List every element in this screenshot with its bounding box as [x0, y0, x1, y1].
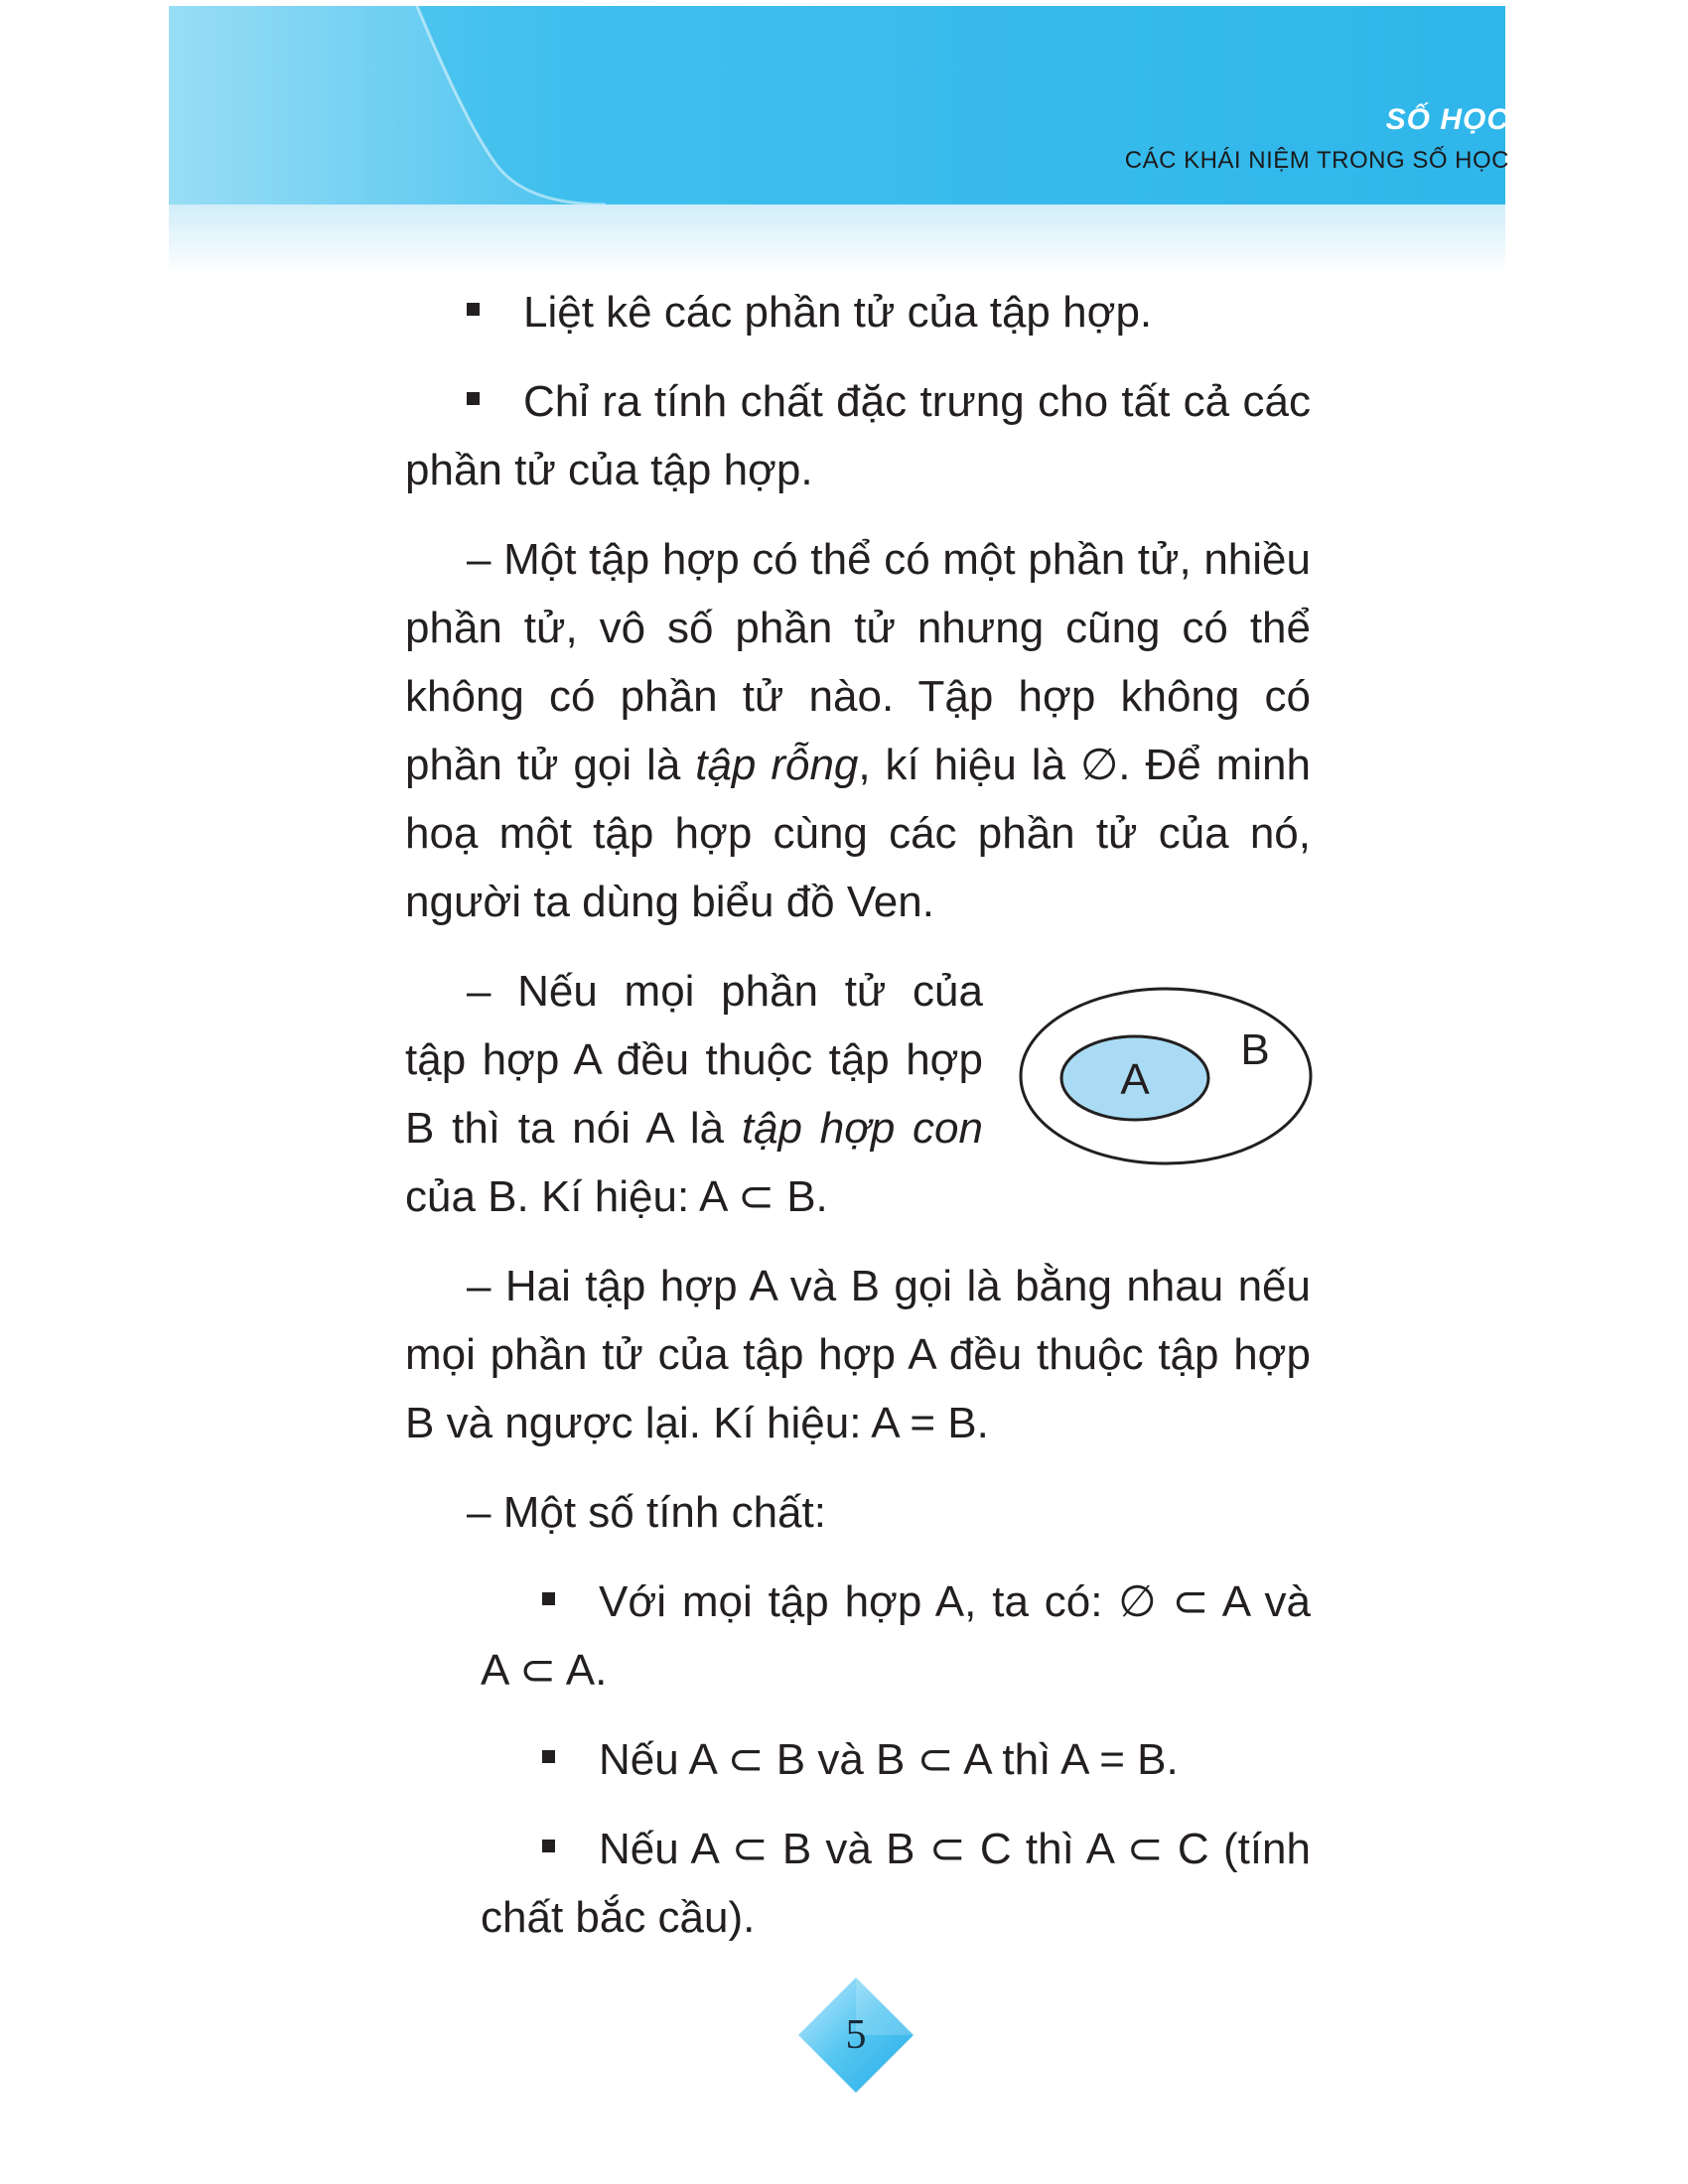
paragraph-empty-set: – Một tập hợp có thể có một phần tử, nhiều phần tử, vô số phần tử nhưng cũng có thể không có phần tử nào. Tập hợp không có phần tử gọi là tập rỗng, kí hiệu là ∅. Để minh hoạ một tập hợp cùng các phần tử của nó, người ta dùng biểu đồ Ven.: [405, 535, 1311, 926]
square-bullet-icon: [467, 392, 480, 405]
header-subtitle: CÁC KHÁI NIỆM TRONG SỐ HỌC: [1124, 147, 1509, 174]
bullet-item: Chỉ ra tính chất đặc trưng cho tất cả các phần tử của tập hợp.: [405, 377, 1311, 494]
paragraph-properties: – Một số tính chất:: [467, 1488, 826, 1537]
square-bullet-icon: [467, 303, 480, 316]
page-number-badge: [794, 1974, 917, 2097]
banner-shadow: [169, 205, 1505, 274]
venn-outer-label: B: [1240, 1025, 1270, 1074]
page-number: 5: [845, 2012, 867, 2058]
paragraph-equal-sets: – Hai tập hợp A và B gọi là bằng nhau nếu mọi phần tử của tập hợp A đều thuộc tập hợp B và ngược lại. Kí hiệu: A = B.: [405, 1262, 1311, 1447]
square-bullet-icon: [542, 1592, 555, 1605]
bullet-item: Với mọi tập hợp A, ta có: ∅ ⊂ A và A ⊂ A.: [481, 1577, 1311, 1695]
square-bullet-icon: [542, 1840, 555, 1852]
bullet-item: Nếu A ⊂ B và B ⊂ C thì A ⊂ C (tính chất bắc cầu).: [481, 1825, 1311, 1942]
square-bullet-icon: [542, 1750, 555, 1763]
venn-inner-label: A: [1120, 1055, 1150, 1104]
paragraph-subset: – Nếu mọi phần tử của tập hợp A đều thuộc tập hợp B thì ta nói A là tập hợp con của B. Kí hiệu: A ⊂ B.: [405, 967, 983, 1221]
venn-diagram: [1017, 981, 1315, 1169]
header-banner: [169, 6, 1505, 205]
banner-decoration: [169, 6, 1505, 205]
bullet-item: Nếu A ⊂ B và B ⊂ A thì A = B.: [481, 1725, 1311, 1794]
header-title: SỐ HỌC: [1385, 103, 1509, 136]
bullet-item: Liệt kê các phần tử của tập hợp.: [405, 278, 1311, 346]
